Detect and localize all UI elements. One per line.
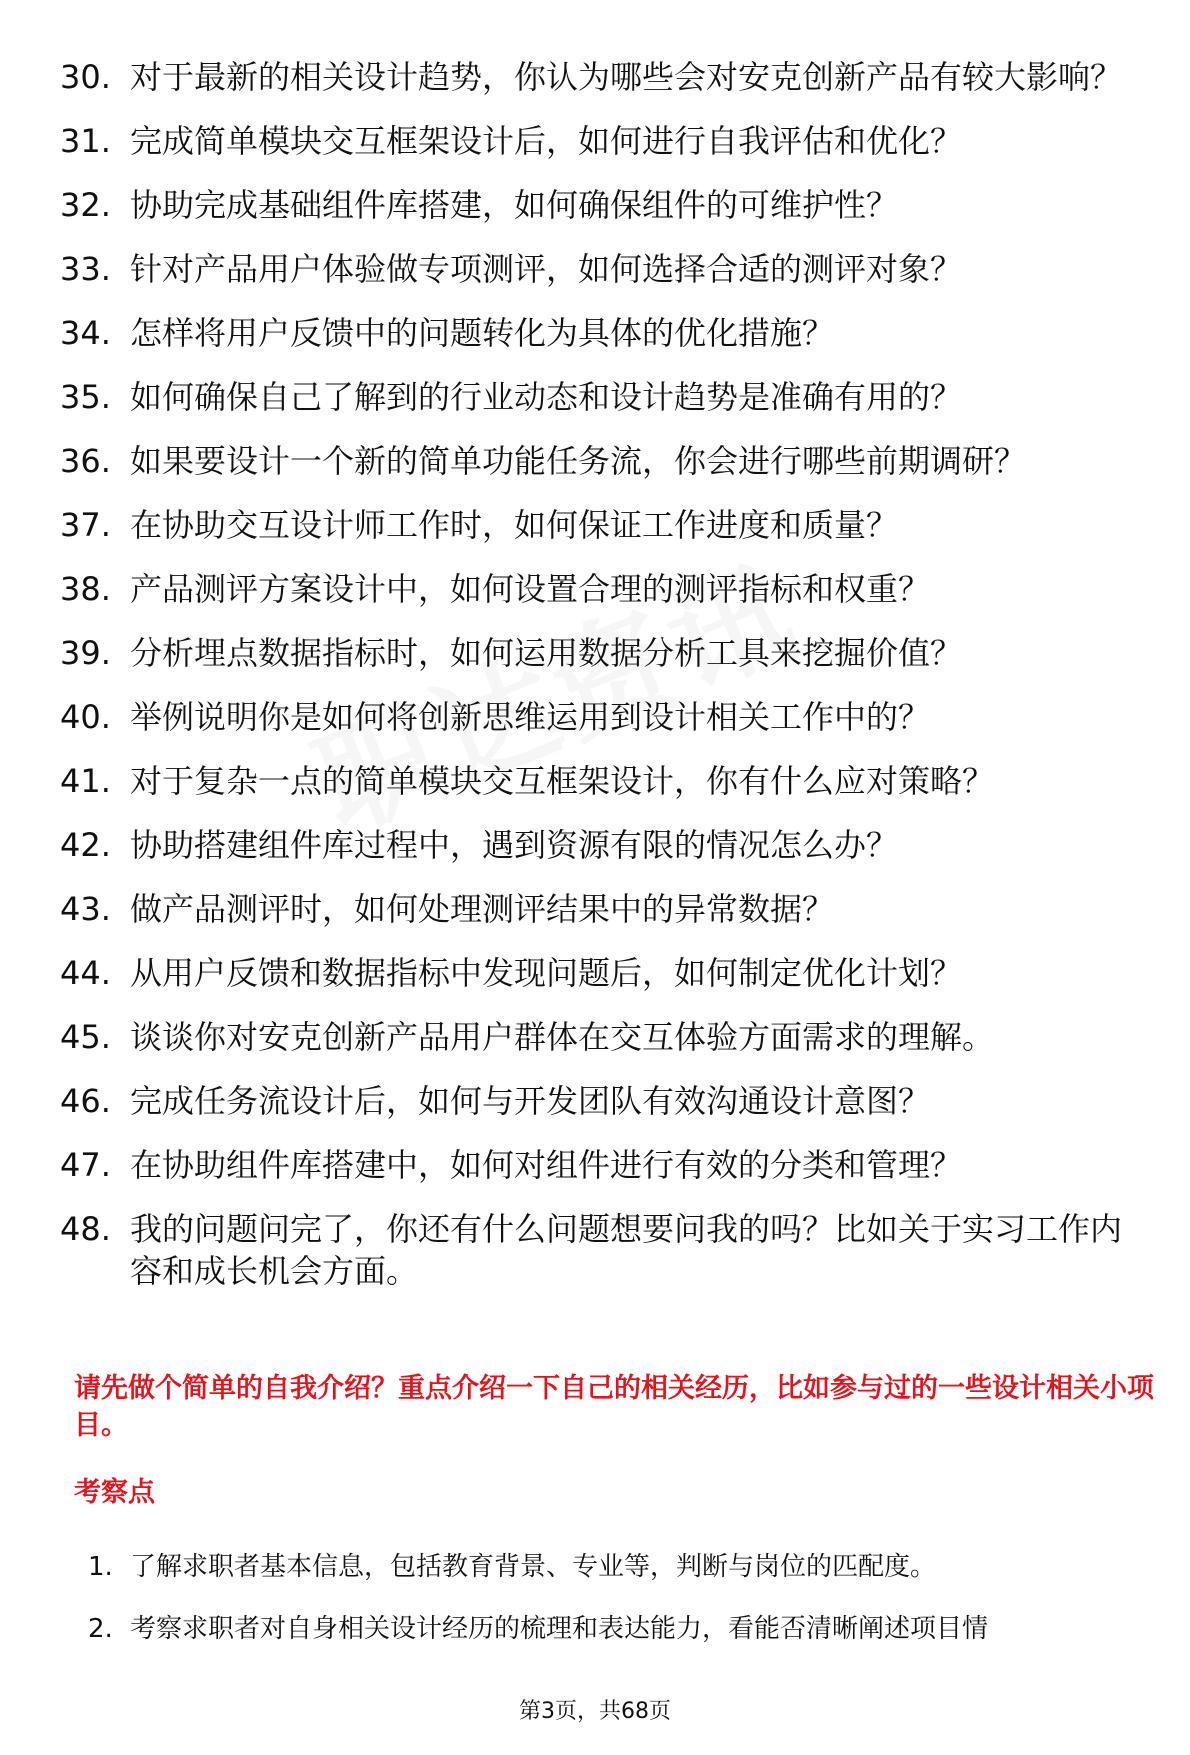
point-number: 1.	[88, 1552, 113, 1582]
list-item	[60, 824, 1150, 866]
list-item	[60, 184, 1150, 226]
question-number: 32.	[60, 186, 111, 224]
list-item	[60, 888, 1150, 930]
list-item	[60, 760, 1150, 802]
question-number: 46.	[60, 1082, 111, 1120]
list-item	[60, 504, 1150, 546]
question-text: 产品测评方案设计中，如何设置合理的测评指标和权重？	[130, 570, 931, 608]
question-text: 如何确保自己了解到的行业动态和设计趋势是准确有用的？	[130, 378, 963, 416]
question-text: 谈谈你对安克创新产品用户群体在交互体验方面需求的理解。	[130, 1018, 995, 1056]
question-number: 42.	[60, 826, 111, 864]
question-number: 47.	[60, 1146, 111, 1184]
question-text: 在协助交互设计师工作时，如何保证工作进度和质量？	[130, 506, 899, 544]
list-item	[60, 56, 1150, 98]
list-item	[60, 696, 1150, 738]
question-list	[60, 56, 1150, 1314]
question-text: 协助完成基础组件库搭建，如何确保组件的可维护性？	[130, 186, 899, 224]
list-item	[60, 440, 1150, 482]
list-item	[88, 1610, 1148, 1648]
list-item	[60, 120, 1150, 162]
question-text: 分析埋点数据指标时，如何运用数据分析工具来挖掘价值？	[130, 634, 963, 672]
question-number: 43.	[60, 890, 111, 928]
question-number: 38.	[60, 570, 111, 608]
list-item	[88, 1548, 1148, 1586]
section-label: 考察点	[74, 1477, 155, 1508]
list-item	[60, 312, 1150, 354]
featured-question: 请先做个简单的自我介绍？重点介绍一下自己的相关经历，比如参与过的一些设计相关小项目。	[74, 1373, 1154, 1441]
point-text: 了解求职者基本信息，包括教育背景、专业等，判断与岗位的匹配度。	[130, 1552, 937, 1582]
question-number: 34.	[60, 314, 111, 352]
question-text: 协助搭建组件库过程中，遇到资源有限的情况怎么办？	[130, 826, 899, 864]
question-number: 40.	[60, 698, 111, 736]
list-item	[60, 248, 1150, 290]
question-text: 做产品测评时，如何处理测评结果中的异常数据？	[130, 890, 835, 928]
point-number: 2.	[88, 1614, 113, 1644]
question-text: 举例说明你是如何将创新思维运用到设计相关工作中的？	[130, 698, 931, 736]
question-number: 37.	[60, 506, 111, 544]
list-item	[60, 1208, 1150, 1292]
question-text: 在协助组件库搭建中，如何对组件进行有效的分类和管理？	[130, 1146, 963, 1184]
question-number: 44.	[60, 954, 111, 992]
list-item	[60, 1144, 1150, 1186]
list-item	[60, 376, 1150, 418]
question-text: 针对产品用户体验做专项测评，如何选择合适的测评对象？	[130, 250, 963, 288]
question-text: 完成任务流设计后，如何与开发团队有效沟通设计意图？	[130, 1082, 931, 1120]
question-text: 怎样将用户反馈中的问题转化为具体的优化措施？	[130, 314, 835, 352]
point-text: 考察求职者对自身相关设计经历的梳理和表达能力，看能否清晰阐述项目情	[130, 1614, 989, 1644]
list-item	[60, 1016, 1150, 1058]
question-text: 对于最新的相关设计趋势，你认为哪些会对安克创新产品有较大影响？	[130, 58, 1123, 96]
question-number: 35.	[60, 378, 111, 416]
question-number: 48.	[60, 1210, 111, 1248]
list-item	[60, 568, 1150, 610]
question-number: 30.	[60, 58, 111, 96]
assessment-points	[88, 1548, 1148, 1672]
question-number: 41.	[60, 762, 111, 800]
page-footer: 第3页，共68页	[519, 1699, 671, 1724]
question-text: 我的问题问完了，你还有什么问题想要问我的吗？比如关于实习工作内容和成长机会方面。	[130, 1210, 1123, 1290]
question-number: 36.	[60, 442, 111, 480]
question-text: 从用户反馈和数据指标中发现问题后，如何制定优化计划？	[130, 954, 963, 992]
question-text: 对于复杂一点的简单模块交互框架设计，你有什么应对策略？	[130, 762, 995, 800]
question-text: 如果要设计一个新的简单功能任务流，你会进行哪些前期调研？	[130, 442, 1027, 480]
question-number: 45.	[60, 1018, 111, 1056]
list-item	[60, 1080, 1150, 1122]
question-number: 39.	[60, 634, 111, 672]
question-number: 33.	[60, 250, 111, 288]
question-text: 完成简单模块交互框架设计后，如何进行自我评估和优化？	[130, 122, 963, 160]
question-number: 31.	[60, 122, 111, 160]
list-item	[60, 632, 1150, 674]
list-item	[60, 952, 1150, 994]
